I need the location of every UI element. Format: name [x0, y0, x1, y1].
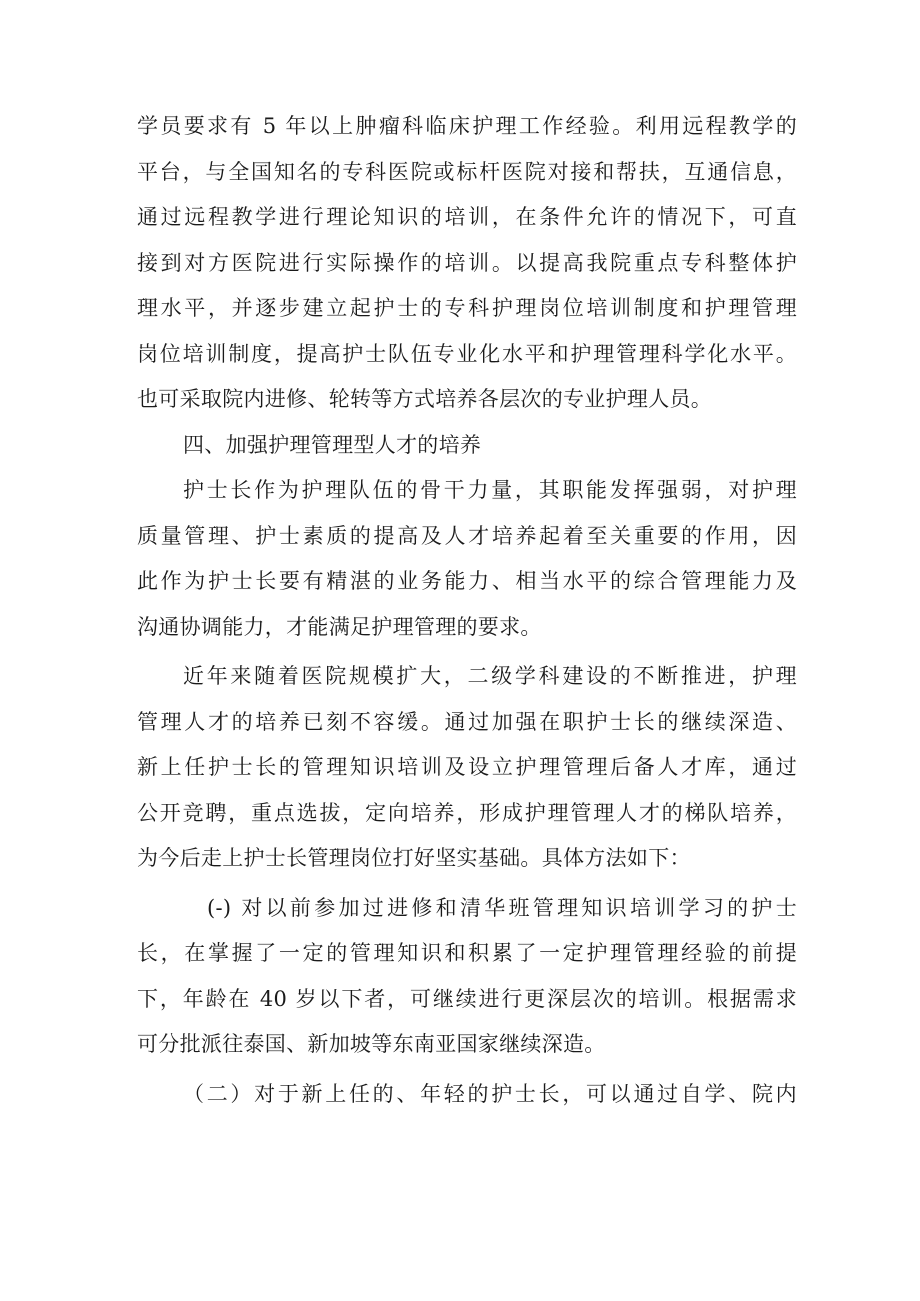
paragraph-item-two — [137, 1072, 797, 1118]
text-line: 沟通协调能力，才能满足护理管理的要求。 — [137, 614, 542, 639]
text-line: 下，年龄在 40 岁以下者，可继续进行更深层次的培训。根据需求 — [137, 986, 797, 1011]
text-line: 质量管理、护士素质的提高及人才培养起着至关重要的作用，因 — [137, 523, 797, 548]
paragraph-remote-training — [137, 104, 797, 423]
text-line: 近年来随着医院规模扩大，二级学科建设的不断推进，护理 — [183, 664, 797, 688]
text-line: 理水平，并逐步建立起护士的专科护理岗位培训制度和护理管理 — [137, 296, 797, 320]
text-line: 学员要求有 5 年以上肿瘤科临床护理工作经验。利用远程教学的 — [137, 114, 797, 138]
text-line: （二）对于新上任的、年轻的护士长，可以通过自学、院内 — [183, 1081, 797, 1106]
text-line: 此作为护士长要有精湛的业务能力、相当水平的综合管理能力及 — [137, 569, 797, 593]
text-line: 护士长作为护理队伍的骨干力量，其职能发挥强弱，对护理 — [183, 478, 797, 502]
text-line: 长，在掌握了一定的管理知识和积累了一定护理管理经验的前提 — [137, 941, 797, 965]
text-line: (-) 对以前参加过进修和清华班管理知识培训学习的护士 — [207, 895, 797, 920]
document-page — [137, 104, 797, 1117]
paragraph-item-one — [137, 886, 797, 1068]
paragraph-management-talent — [137, 654, 797, 882]
text-line: 接到对方医院进行实际操作的培训。以提高我院重点专科整体护 — [137, 250, 797, 275]
section-heading — [137, 423, 797, 469]
text-line: 公开竞聘，重点选拔，定向培养，形成护理管理人才的梯队培养， — [137, 800, 797, 825]
text-line: 岗位培训制度，提高护士队伍专业化水平和护理管理科学化水平。 — [137, 341, 797, 366]
text-line: 为今后走上护士长管理岗位打好坚实基础。具体方法如下： — [137, 846, 691, 870]
text-line: 可分批派往泰国、新加坡等东南亚国家继续深造。 — [137, 1032, 606, 1056]
text-line: 平台，与全国知名的专科医院或标杆医院对接和帮扶，互通信息， — [137, 159, 797, 184]
text-line: 管理人才的培养已刻不容缓。通过加强在职护士长的继续深造、 — [137, 709, 797, 734]
text-line: 也可采取院内进修、轮转等方式培养各层次的专业护理人员。 — [137, 387, 713, 411]
paragraph-head-nurse-role — [137, 468, 797, 650]
text-line: 新上任护士长的管理知识培训及设立护理管理后备人才库，通过 — [137, 755, 797, 779]
text-line: 通过远程教学进行理论知识的培训，在条件允许的情况下，可直 — [137, 205, 797, 229]
heading-text: 四、加强护理管理型人才的培养 — [183, 432, 482, 457]
